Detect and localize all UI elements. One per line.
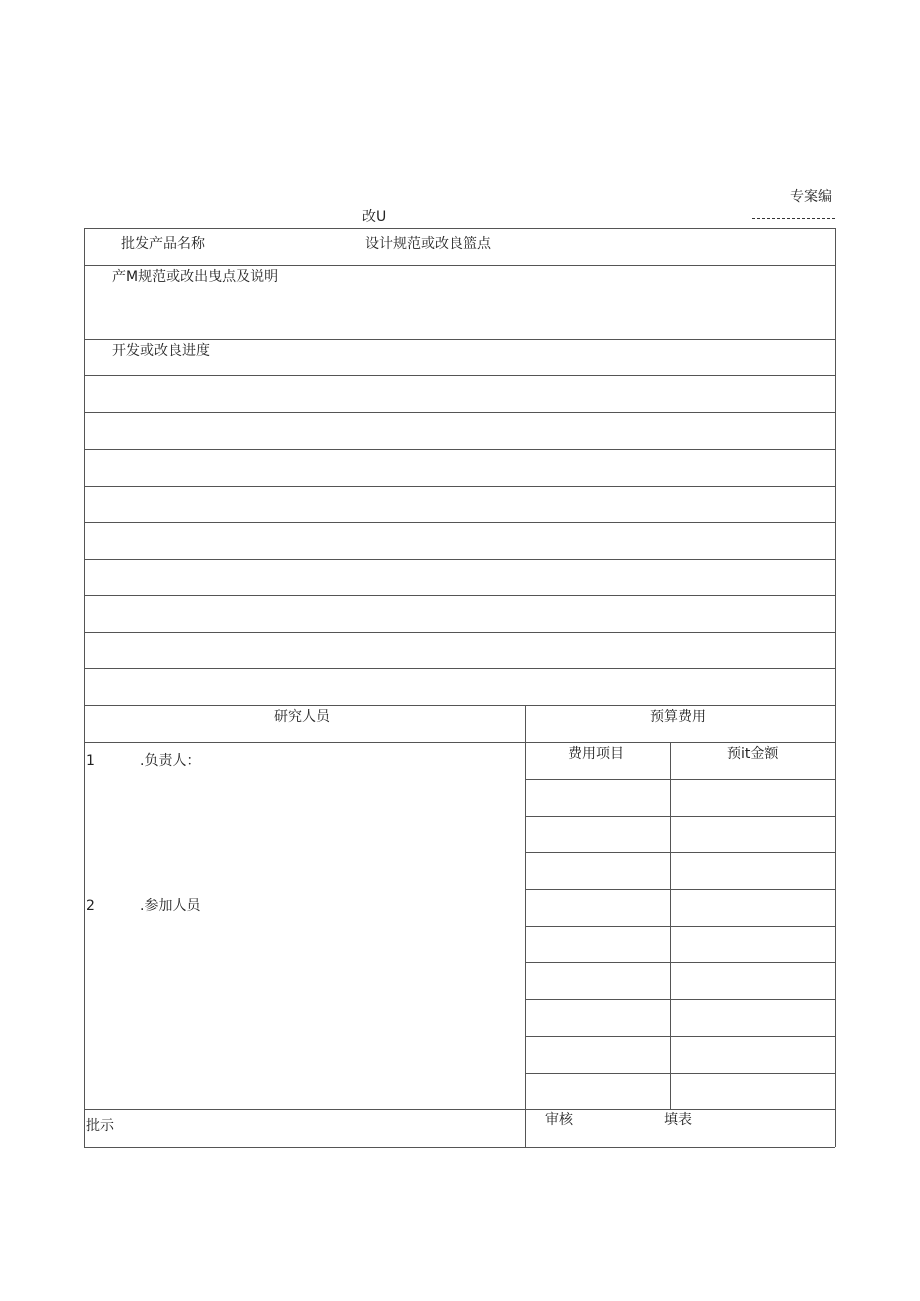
row-line	[84, 705, 835, 706]
table-right-border	[835, 228, 836, 1147]
expense-item-header: 费用项目	[568, 746, 624, 762]
participants-number: 2	[86, 898, 95, 914]
budget-row-line	[525, 999, 835, 1000]
row-line	[84, 1109, 835, 1110]
budget-header: 预算费用	[650, 709, 706, 725]
table-left-border	[84, 228, 85, 1147]
row-line	[84, 265, 835, 266]
row-line	[84, 1147, 835, 1148]
budget-row-line	[525, 779, 835, 780]
row-line	[84, 449, 835, 450]
estimated-amount-header: 预it金额	[727, 746, 779, 762]
person-in-charge-number: 1	[86, 753, 95, 769]
spec-description-label: 产M规范或改出曳点及说明	[112, 269, 279, 285]
budget-row-line	[525, 926, 835, 927]
progress-label: 开发或改良进度	[112, 343, 210, 359]
budget-row-line	[525, 852, 835, 853]
row-line	[84, 228, 835, 229]
row-line	[84, 595, 835, 596]
participants-label: .参加人员	[140, 898, 201, 914]
review-label: 审核	[545, 1112, 573, 1128]
budget-row-line	[525, 816, 835, 817]
form-title: 改U	[362, 209, 387, 225]
design-spec-label: 设计规范或改良篮点	[365, 236, 491, 252]
row-line	[84, 668, 835, 669]
row-line	[84, 742, 835, 743]
fill-label: 填表	[664, 1112, 692, 1128]
approval-label: 批示	[86, 1118, 114, 1134]
product-name-label: 批发产品名称	[121, 236, 205, 252]
person-in-charge-label: .负责人：	[140, 753, 201, 769]
row-line	[84, 339, 835, 340]
budget-row-line	[525, 962, 835, 963]
row-line	[84, 522, 835, 523]
row-line	[84, 632, 835, 633]
row-line	[84, 559, 835, 560]
budget-row-line	[525, 889, 835, 890]
budget-row-line	[525, 1036, 835, 1037]
budget-row-line	[525, 1073, 835, 1074]
project-number-blank	[752, 218, 835, 219]
row-line	[84, 412, 835, 413]
project-number-label: 专案编	[790, 189, 832, 205]
research-staff-header: 研究人员	[274, 709, 330, 725]
row-line	[84, 375, 835, 376]
row-line	[84, 486, 835, 487]
